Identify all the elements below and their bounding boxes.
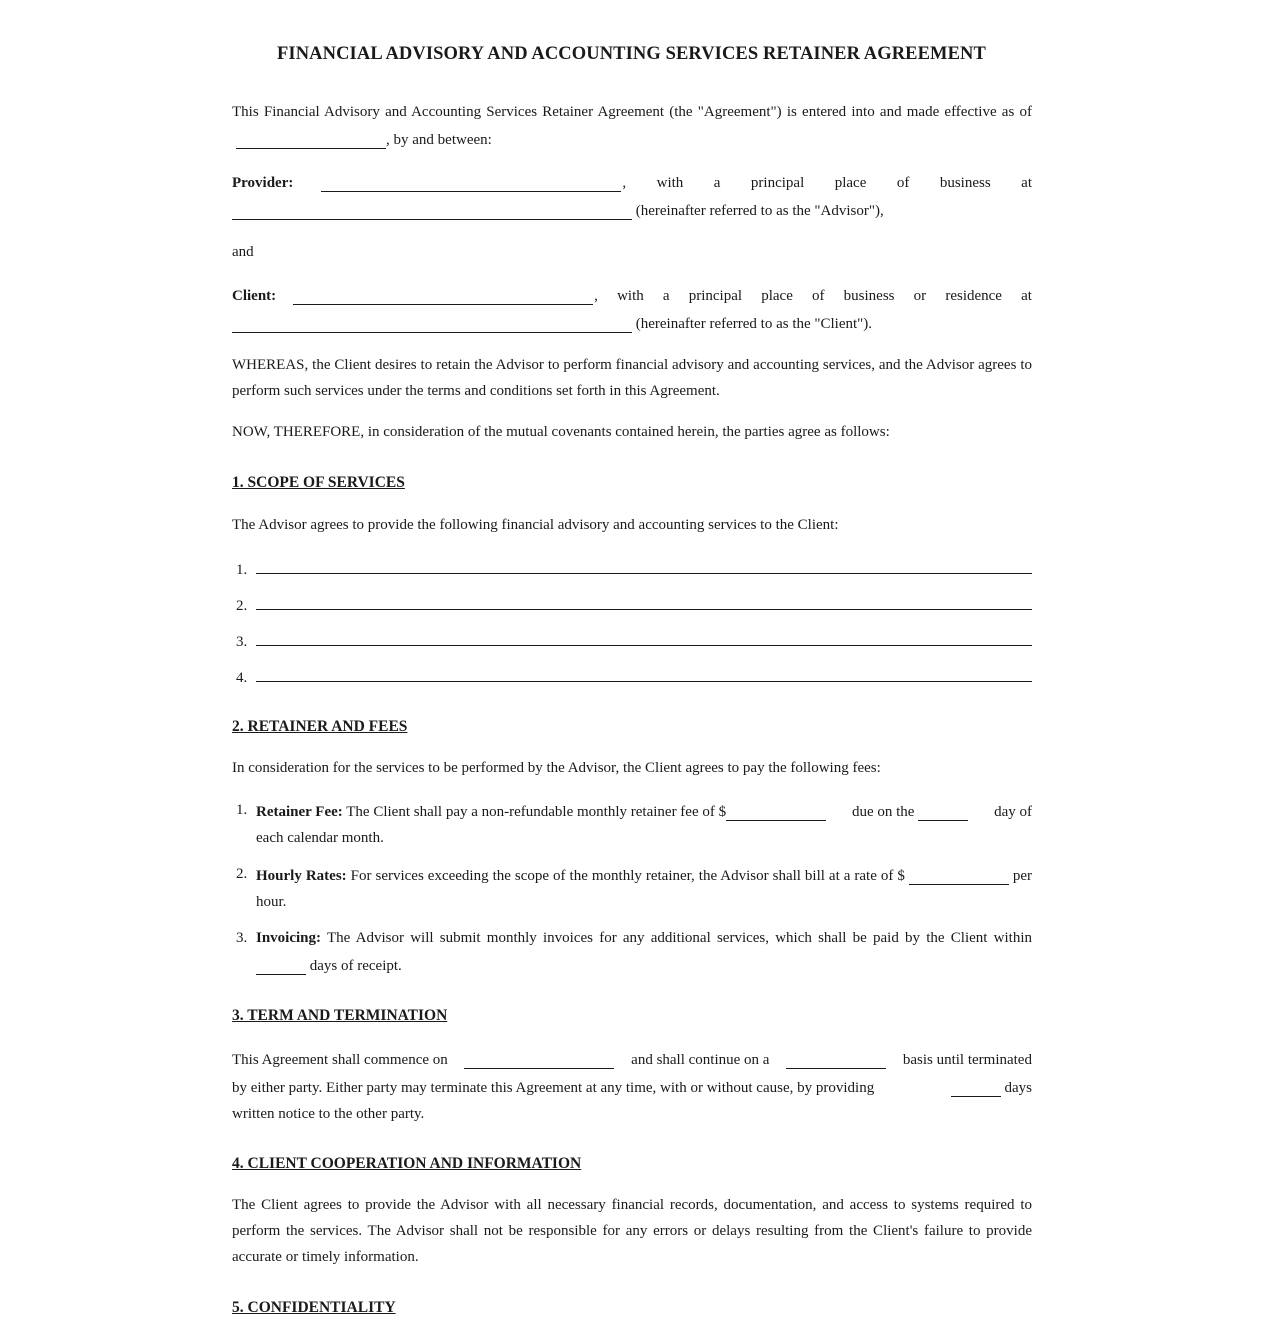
service-item — [232, 580, 1032, 616]
agreement-page — [232, 0, 1032, 1321]
client-address-field[interactable] — [232, 314, 632, 333]
term-basis-field[interactable] — [786, 1050, 886, 1069]
fee-label: Retainer Fee: — [256, 804, 343, 820]
fee-text: each calendar month. — [256, 830, 384, 846]
intro-text: This Financial Advisory and Accounting Services Retainer Agreement (the "Agreement") is entered into and made effective as of — [232, 104, 1032, 120]
client-word: of — [812, 288, 825, 304]
intro-paragraph — [232, 99, 1032, 153]
provider-word: at — [1021, 175, 1032, 191]
fee-body — [256, 861, 1032, 915]
client-line-1 — [232, 281, 1032, 309]
fee-item-invoicing — [232, 925, 1032, 979]
provider-label: Provider: — [232, 175, 294, 191]
fee-body — [256, 797, 1032, 851]
provider-word: place — [834, 175, 867, 191]
fee-item-retainer — [232, 797, 1032, 851]
retainer-amount-field[interactable] — [726, 802, 826, 821]
term-text: basis until terminated — [902, 1052, 1032, 1068]
service-number: 3. — [236, 634, 248, 650]
document-title: FINANCIAL ADVISORY AND ACCOUNTING SERVICES RETAINER AGREEMENT — [277, 44, 986, 64]
client-name-field[interactable] — [293, 286, 593, 305]
service-item — [232, 544, 1032, 580]
fee-number: 1. — [236, 802, 248, 818]
client-label: Client: — [232, 288, 277, 304]
section-4-paragraph: The Client agrees to provide the Advisor with all necessary financial records, documentation, and access to systems required to perform the services. The Advisor shall not be responsible for any errors or delays resulting from the Client's failure to provide accurate or timely information. — [232, 1197, 1032, 1265]
client-word: residence — [945, 288, 1002, 304]
service-item — [232, 652, 1032, 688]
services-list — [232, 544, 1032, 688]
provider-line-2 — [232, 196, 1032, 224]
client-word: business — [843, 288, 895, 304]
client-suffix: (hereinafter referred to as the "Client"). — [635, 316, 873, 332]
term-line-2 — [232, 1073, 1032, 1101]
intro-text-after: , by and between: — [386, 132, 492, 148]
now-therefore-paragraph: NOW, THEREFORE, in consideration of the mutual covenants contained herein, the parties agree as follows: — [232, 424, 890, 440]
fees-list — [232, 797, 1032, 979]
fee-line — [256, 797, 1032, 825]
provider-word: of — [896, 175, 910, 191]
fee-text: For services exceeding the scope of the monthly retainer, the Advisor shall bill at a rate of $ — [350, 868, 905, 884]
fee-label: Hourly Rates: — [256, 868, 347, 884]
fee-text: The Client shall pay a non-refundable monthly retainer fee of $ — [346, 804, 727, 820]
retainer-day-field[interactable] — [918, 802, 968, 821]
section-2-heading: 2. RETAINER AND FEES — [232, 718, 408, 735]
client-comma: , — [594, 288, 598, 304]
effective-date-field[interactable] — [236, 130, 386, 149]
fee-text: due on the — [851, 804, 915, 820]
section-1-intro: The Advisor agrees to provide the following financial advisory and accounting services to the Client: — [232, 517, 839, 533]
term-text: This Agreement shall commence on — [232, 1052, 448, 1068]
provider-word: business — [939, 175, 991, 191]
section-5-heading: 5. CONFIDENTIALITY — [232, 1299, 396, 1316]
fee-body — [256, 925, 1032, 979]
service-item — [232, 616, 1032, 652]
term-text: and shall continue on a — [631, 1052, 770, 1068]
fee-text: within — [993, 930, 1032, 946]
provider-line-1 — [232, 168, 1032, 196]
client-word: principal — [688, 288, 743, 304]
client-word: with — [617, 288, 644, 304]
provider-address-field[interactable] — [232, 201, 632, 220]
provider-word: with — [656, 175, 684, 191]
term-text: days — [1004, 1080, 1032, 1096]
fee-number: 2. — [236, 866, 248, 882]
service-field[interactable] — [256, 661, 1032, 682]
service-number: 4. — [236, 670, 248, 686]
client-word: or — [913, 288, 927, 304]
provider-name-field[interactable] — [321, 173, 621, 192]
client-block — [232, 281, 1032, 337]
notice-days-field[interactable] — [951, 1078, 1001, 1097]
section-2-intro: In consideration for the services to be performed by the Advisor, the Client agrees to pay the following fees: — [232, 760, 881, 776]
fee-number: 3. — [236, 930, 248, 946]
service-number: 2. — [236, 598, 248, 614]
fee-text: day of — [994, 804, 1032, 820]
service-number: 1. — [236, 562, 248, 578]
fee-label: Invoicing: — [256, 930, 322, 946]
client-word: a — [662, 288, 670, 304]
provider-block — [232, 168, 1032, 224]
section-3-paragraph — [232, 1045, 1032, 1127]
provider-comma: , — [622, 175, 627, 191]
whereas-paragraph: WHEREAS, the Client desires to retain the Advisor to perform financial advisory and accounting services, and the Advisor agrees to perform such services under the terms and conditions set forth in this Agreement. — [232, 357, 1032, 399]
term-text: written notice to the other party. — [232, 1106, 425, 1122]
provider-word: principal — [750, 175, 805, 191]
provider-word: a — [713, 175, 721, 191]
client-word: at — [1021, 288, 1032, 304]
service-field[interactable] — [256, 553, 1032, 574]
term-line-1 — [232, 1045, 1032, 1073]
section-3-heading: 3. TERM AND TERMINATION — [232, 1007, 448, 1024]
client-word: place — [761, 288, 793, 304]
service-field[interactable] — [256, 589, 1032, 610]
provider-suffix: (hereinafter referred to as the "Advisor"), — [635, 203, 884, 219]
term-text: by either party. Either party may terminate this Agreement at any time, with or without cause, by providing — [232, 1080, 875, 1096]
commence-date-field[interactable] — [464, 1050, 614, 1069]
fee-text: The Advisor will submit monthly invoices for any additional services, which shall be paid by the Client — [326, 930, 988, 946]
section-4-heading: 4. CLIENT COOPERATION AND INFORMATION — [232, 1155, 582, 1172]
fee-text: per hour. — [256, 868, 1033, 910]
client-line-2 — [232, 309, 1032, 337]
invoice-days-field[interactable] — [256, 956, 306, 975]
fee-item-hourly — [232, 861, 1032, 915]
section-1-heading: 1. SCOPE OF SERVICES — [232, 474, 405, 491]
fee-text: days of receipt. — [309, 958, 402, 974]
service-field[interactable] — [256, 625, 1032, 646]
hourly-rate-field[interactable] — [909, 866, 1009, 885]
and-text: and — [232, 244, 254, 260]
